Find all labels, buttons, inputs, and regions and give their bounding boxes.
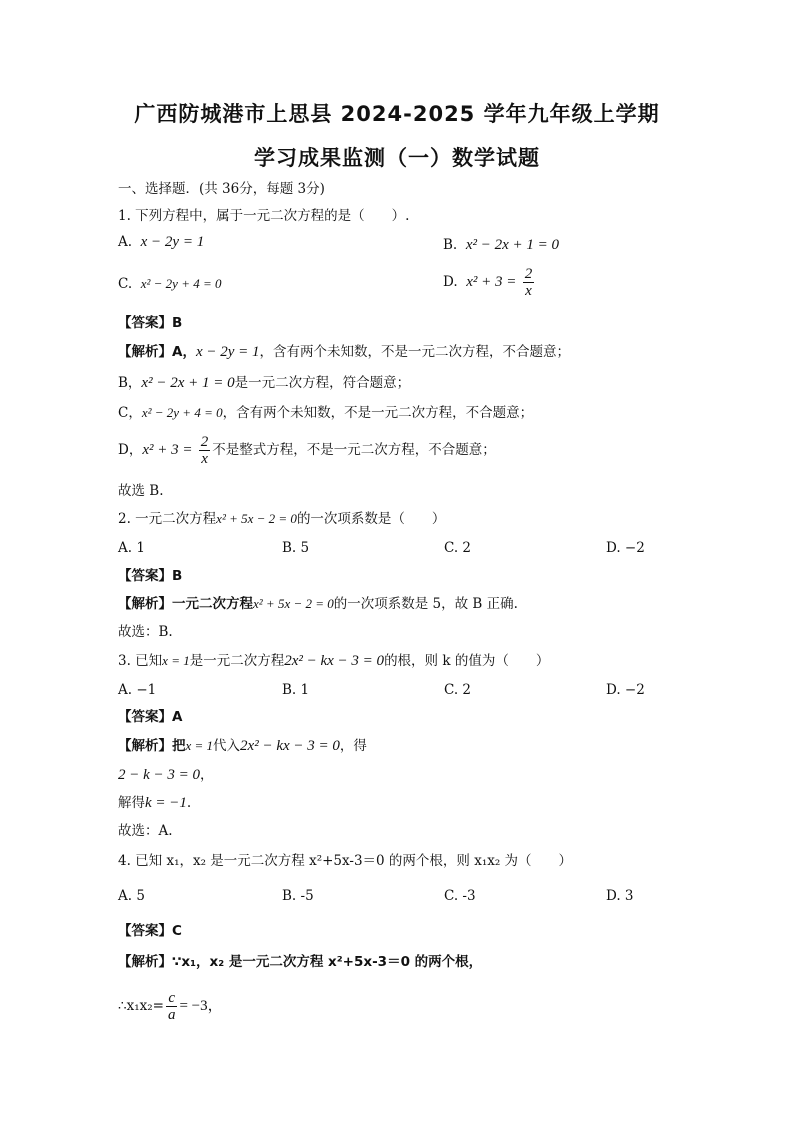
q1-stem: 1. 下列方程中，属于一元二次方程的是（ ）. [118,208,410,224]
q1-option-a: A. x − 2y = 1 [118,234,205,250]
q3-option-c: C. 2 [444,682,472,698]
q1-explanation-d: D，x² + 3 = $\frac{2}{x}$ 不是整式方程，不是一元二次方程，不合题意； [118,434,496,467]
q1-option-b: B. x² − 2x + 1 = 0 [443,237,559,253]
q4-step-fraction: $\frac{c}{a}$ [167,990,176,1023]
q1-option-c: C. x² − 2y + 4 = 0 [118,276,222,292]
title-line-1: 广西防城港市上思县 2024-2025 学年九年级上学期 [134,102,660,126]
q3-explanation: 【解析】把x = 1代入2x² − kx − 3 = 0，得 [118,738,367,754]
q2-option-d: D. −2 [606,540,645,556]
q4-stem: 4. 已知 x₁，x₂ 是一元二次方程 x²+5x-3＝0 的两个根，则 x₁x₂ 为（ ） [118,853,573,869]
q1-explanation-a: 【解析】A，x − 2y = 1，含有两个未知数，不是一元二次方程，不合题意； [118,344,571,360]
q4-explanation: 【解析】∵x₁，x₂ 是一元二次方程 x²+5x-3＝0 的两个根， [118,954,483,970]
q2-conclusion: 故选：B. [118,624,173,640]
q1-explanation-c: C，x² − 2y + 4 = 0，含有两个未知数，不是一元二次方程，不合题意； [118,405,534,421]
q4-answer: 【答案】C [118,923,182,939]
q1-answer: 【答案】B [118,315,183,331]
q3-step-1: 2 − k − 3 = 0， [118,767,214,783]
q2-option-b: B. 5 [282,540,310,556]
q4-step: ∴x₁x₂= $\frac{c}{a}$ = −3， [118,990,223,1023]
q4-option-a: A. 5 [118,888,145,904]
q3-step-2: 解得k = −1. [118,795,192,811]
q4-option-b: B. -5 [282,888,314,904]
section-heading: 一、选择题．(共 36分，每题 3分) [118,181,325,197]
q3-answer: 【答案】A [118,709,183,725]
q1-option-d-fraction: $\frac{2}{x}$ [524,266,533,299]
q3-option-a: A. −1 [118,682,157,698]
q4-option-d: D. 3 [606,888,634,904]
q1-explanation-d-fraction: $\frac{2}{x}$ [200,434,209,467]
q4-option-c: C. -3 [444,888,476,904]
title-line-2: 学习成果监测（一）数学试题 [254,146,540,170]
q1-explanation-b: B，x² − 2x + 1 = 0是一元二次方程，符合题意； [118,375,411,391]
q2-stem: 2. 一元二次方程x² + 5x − 2 = 0的一次项系数是（ ） [118,511,446,527]
q2-option-a: A. 1 [118,540,145,556]
q3-conclusion: 故选：A. [118,823,173,839]
q2-explanation: 【解析】一元二次方程x² + 5x − 2 = 0的一次项系数是 5，故 B 正确. [118,596,518,612]
q3-option-b: B. 1 [282,682,310,698]
q1-conclusion: 故选 B. [118,483,164,499]
q2-answer: 【答案】B [118,568,183,584]
q3-option-d: D. −2 [606,682,645,698]
q3-stem: 3. 已知x = 1是一元二次方程2x² − kx − 3 = 0的根，则 k 的值为（ ） [118,653,550,669]
q1-option-d: D. x² + 3 = $\frac{2}{x}$ [443,266,533,299]
q2-option-c: C. 2 [444,540,472,556]
